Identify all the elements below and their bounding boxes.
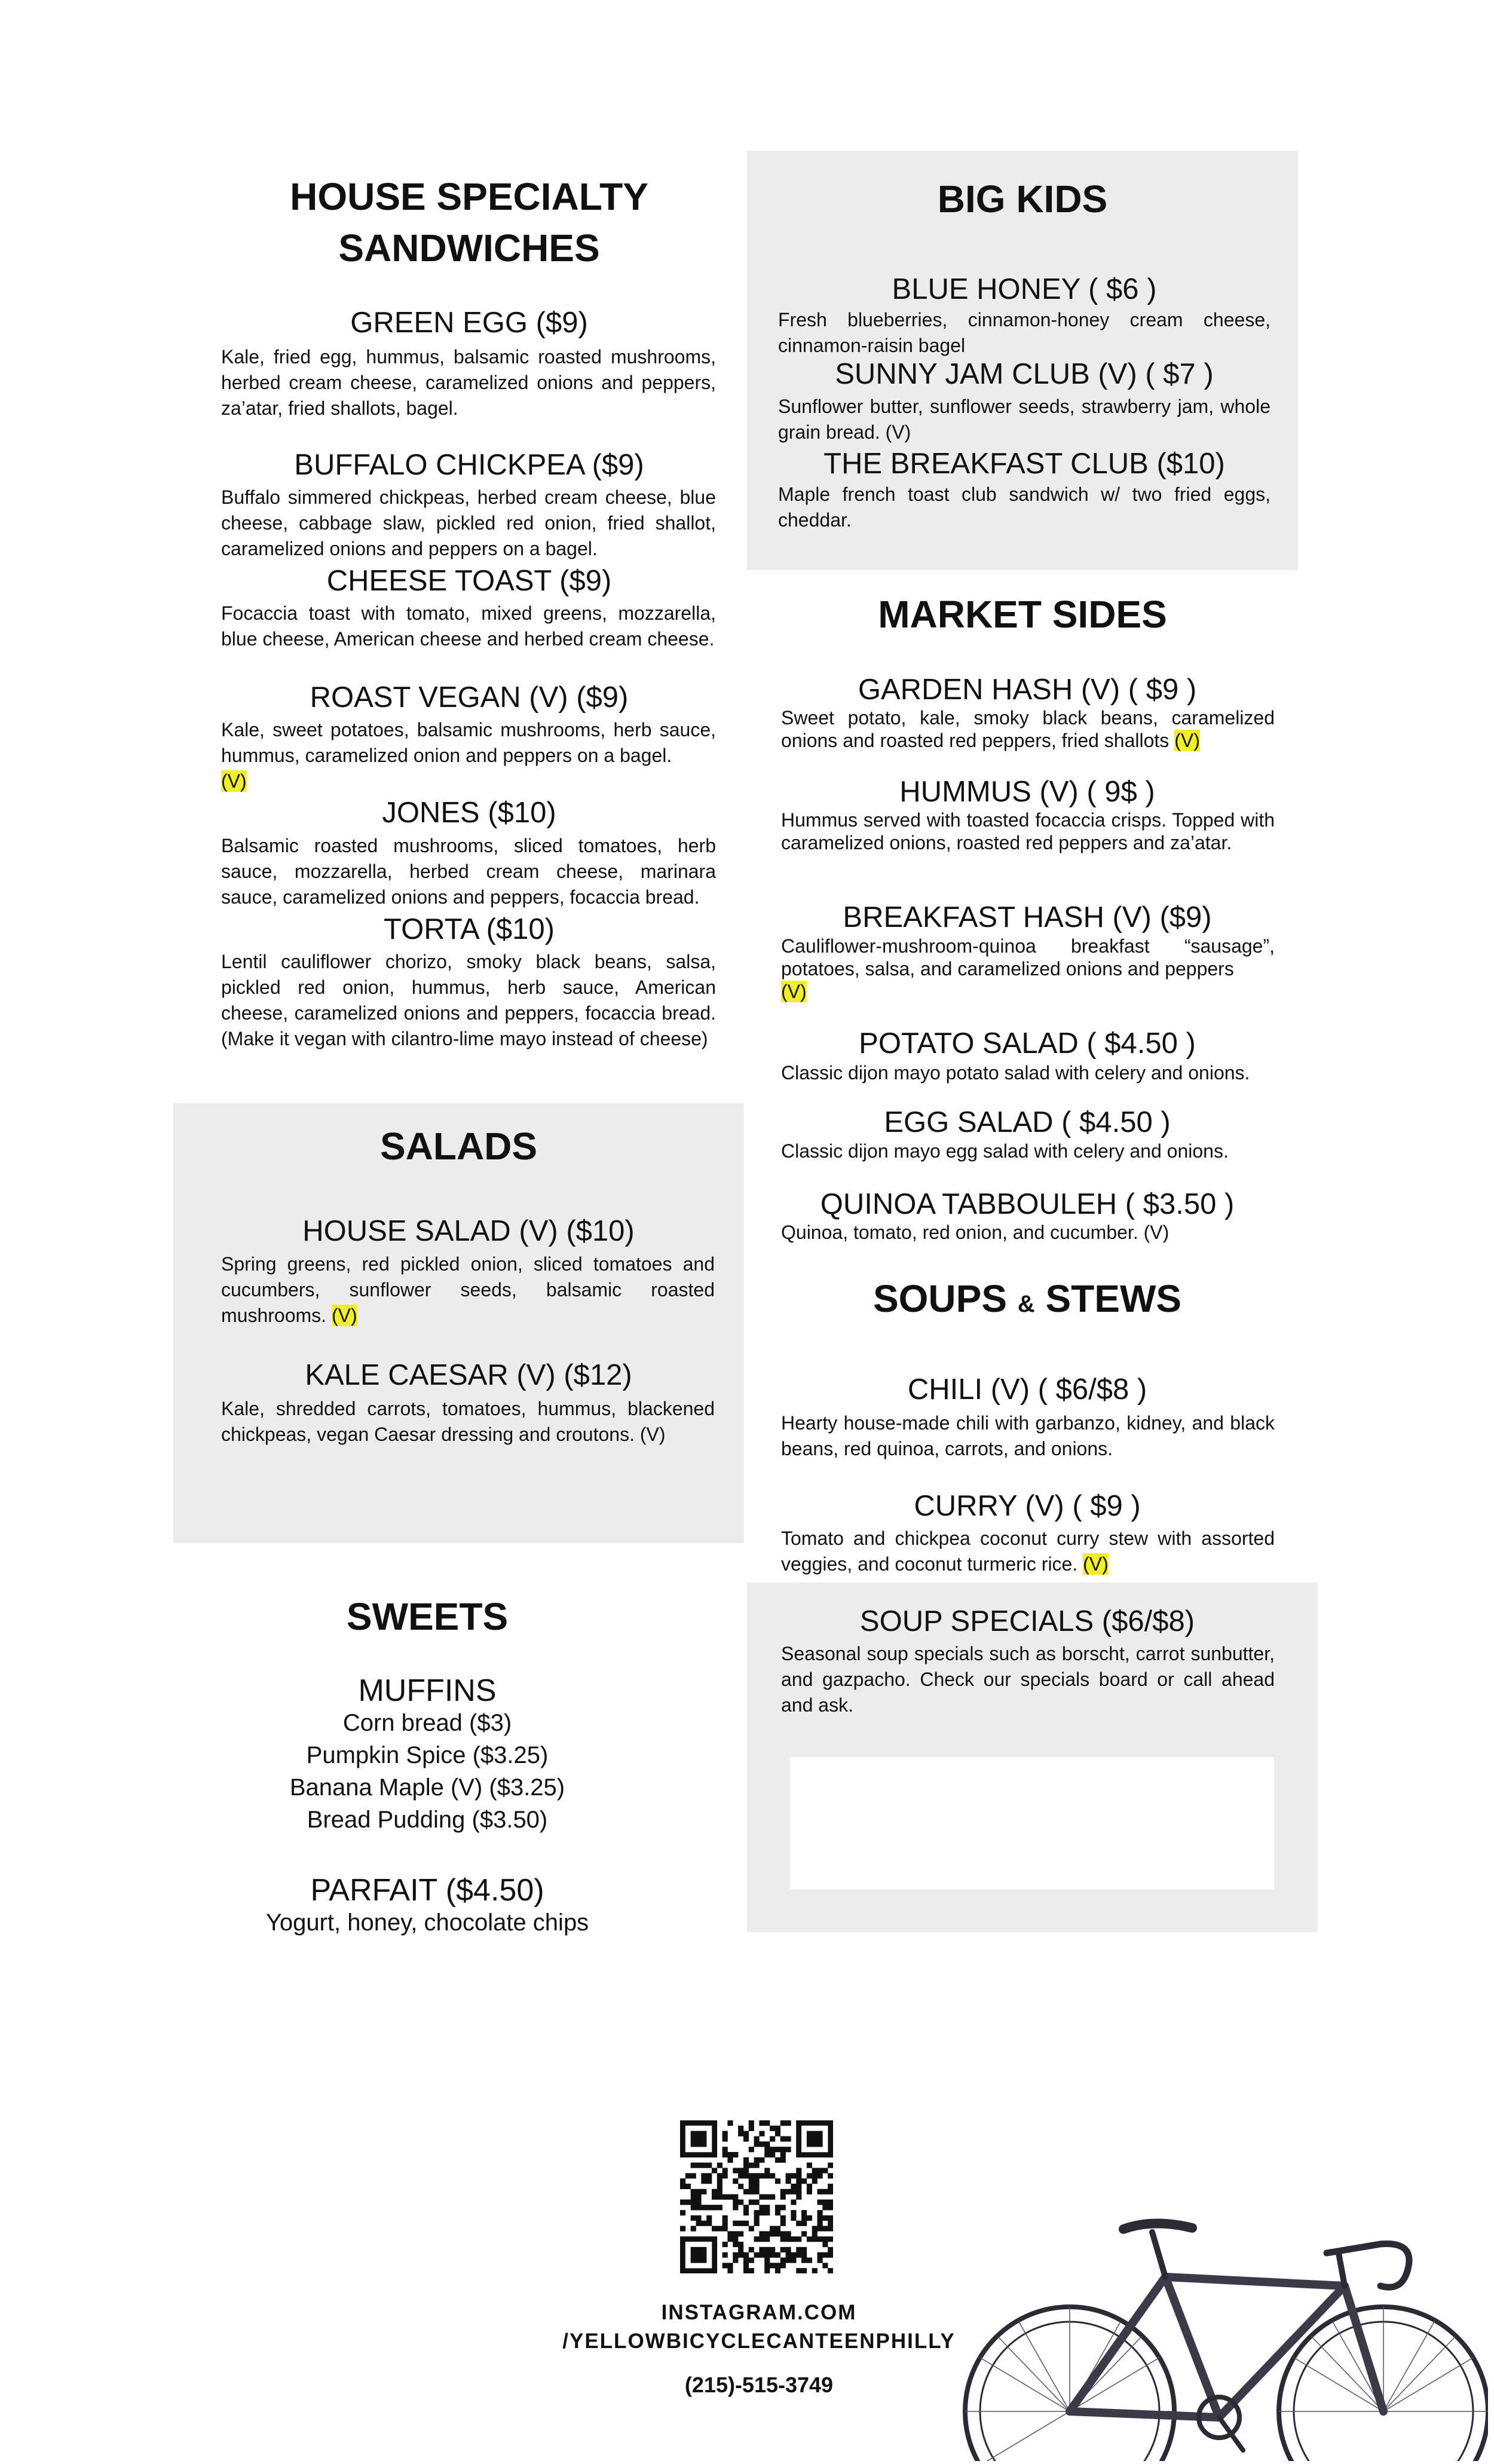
- market-item-title: QUINOA TABBOULEH ( $3.50 ): [820, 1188, 1235, 1220]
- desc-text: Spring greens, red pickled onion, sliced tomatoes and cucumbers, sunflower seeds, balsamic roasted mushrooms.: [221, 1253, 715, 1326]
- parfait-desc: Yogurt, honey, chocolate chips: [265, 1909, 589, 1936]
- big-kids-item-title: SUNNY JAM CLUB (V) ( $7 ): [835, 358, 1214, 390]
- house-item-desc: Kale, fried egg, hummus, balsamic roasted mushrooms, herbed cream cheese, caramelized onions and peppers, za’atar, fried shallots, bagel.: [221, 346, 716, 419]
- house-title: [221, 171, 717, 274]
- house-item-desc: Lentil cauliflower chorizo, smoky black beans, salsa, pickled red onion, hummus, herb sauce, American cheese, caramelized onions and peppers, focaccia bread. (Make it vegan with cilantro-lime mayo instead of cheese): [221, 951, 716, 1049]
- market-item-title: BREAKFAST HASH (V) ($9): [843, 901, 1212, 933]
- big-kids-item-desc: Sunflower butter, sunflower seeds, strawberry jam, whole grain bread. (V): [778, 396, 1270, 443]
- big-kids-item-desc: Maple french toast club sandwich w/ two fried eggs, cheddar.: [778, 483, 1270, 531]
- muffins-title: MUFFINS: [358, 1673, 497, 1708]
- soup-item-title: CHILI (V) ( $6/$8 ): [907, 1373, 1147, 1406]
- sweets-title: SWEETS: [346, 1595, 509, 1638]
- house-title-line2: SANDWICHES: [338, 226, 600, 270]
- market-item-desc: [781, 706, 1275, 752]
- market-item-desc: [781, 935, 1275, 1003]
- muffin-item: Banana Maple (V) ($3.25): [289, 1774, 565, 1801]
- qr-code-icon[interactable]: [680, 2120, 833, 2273]
- desc-text: Kale, sweet potatoes, balsamic mushrooms, herb sauce, hummus, caramelized onion and peppers on a bagel.: [221, 719, 716, 766]
- house-title-line1: HOUSE SPECIALTY: [290, 175, 648, 218]
- market-item-title: EGG SALAD ( $4.50 ): [884, 1106, 1171, 1138]
- vegan-tag: (V): [1174, 730, 1200, 751]
- soups-title: [747, 1273, 1308, 1330]
- house-item-desc: Focaccia toast with tomato, mixed greens, mozzarella, blue cheese, American cheese and herbed cream cheese.: [221, 602, 716, 650]
- market-item-title: HUMMUS (V) ( 9$ ): [899, 776, 1155, 808]
- big-kids-item-desc: Fresh blueberries, cinnamon-honey cream cheese, cinnamon-raisin bagel: [778, 309, 1270, 356]
- soup-specials-title: SOUP SPECIALS ($6/$8): [859, 1605, 1195, 1637]
- soup-item-desc: [781, 1526, 1275, 1577]
- house-item-title: ROAST VEGAN (V) ($9): [310, 681, 629, 714]
- market-item-desc: Quinoa, tomato, red onion, and cucumber. (V): [781, 1222, 1170, 1243]
- salad-item-desc: [221, 1251, 715, 1329]
- bicycle-icon: [962, 2211, 1488, 2461]
- phone-number[interactable]: (215)-515-3749: [684, 2373, 834, 2397]
- muffin-item: Corn bread ($3): [342, 1710, 512, 1736]
- house-item-desc: Balsamic roasted mushrooms, sliced tomatoes, herb sauce, mozzarella, herbed cream cheese, marinara sauce, caramelized onions and peppers, focaccia bread.: [221, 835, 716, 908]
- instagram-line2[interactable]: /YELLOWBICYCLECANTEENPHILLY: [562, 2330, 956, 2353]
- vegan-tag: (V): [1083, 1553, 1109, 1575]
- muffin-item: Pumpkin Spice ($3.25): [306, 1742, 549, 1768]
- desc-text: Sweet potato, kale, smoky black beans, caramelized onions and roasted red peppers, fried shallots: [781, 707, 1275, 751]
- big-kids-item-title: BLUE HONEY ( $6 ): [892, 273, 1157, 305]
- house-item-title: JONES ($10): [382, 797, 556, 829]
- instagram-line1[interactable]: INSTAGRAM.COM: [661, 2301, 857, 2324]
- vegan-tag: (V): [221, 770, 247, 792]
- salads-title: SALADS: [379, 1125, 538, 1168]
- soups-title-b: STEWS: [1045, 1277, 1182, 1320]
- muffin-item: Bread Pudding ($3.50): [307, 1807, 548, 1833]
- vegan-tag: (V): [781, 981, 807, 1002]
- market-item-title: POTATO SALAD ( $4.50 ): [859, 1027, 1196, 1060]
- parfait-title: PARFAIT ($4.50): [310, 1873, 544, 1908]
- desc-text: Cauliflower-mushroom-quinoa breakfast “sausage”, potatoes, salsa, and caramelized onions and peppers: [781, 935, 1275, 980]
- specials-blank-box: [790, 1757, 1274, 1890]
- soups-title-amp: &: [1017, 1291, 1035, 1317]
- market-item-desc: Classic dijon mayo potato salad with celery and onions.: [781, 1062, 1250, 1083]
- market-item-title: GARDEN HASH (V) ( $9 ): [858, 674, 1197, 706]
- desc-text: Tomato and chickpea coconut curry stew with assorted veggies, and coconut turmeric rice.: [781, 1528, 1275, 1575]
- big-kids-item-title: THE BREAKFAST CLUB ($10): [823, 448, 1225, 480]
- vegan-tag: (V): [331, 1305, 357, 1326]
- soups-title-a: SOUPS: [872, 1277, 1008, 1320]
- house-item-title: GREEN EGG ($9): [350, 307, 588, 339]
- house-item-title: CHEESE TOAST ($9): [326, 565, 612, 597]
- house-item-title: BUFFALO CHICKPEA ($9): [294, 449, 644, 481]
- house-item-desc: Buffalo simmered chickpeas, herbed cream cheese, blue cheese, cabbage slaw, pickled red onion, fried shallot, caramelized onions and peppers on a bagel.: [221, 486, 716, 559]
- soup-item-desc: Hearty house-made chili with garbanzo, kidney, and black beans, red quinoa, carrots, and onions.: [781, 1412, 1275, 1459]
- market-item-desc: Hummus served with toasted focaccia crisps. Topped with caramelized onions, roasted red peppers and za’atar.: [781, 809, 1275, 853]
- big-kids-title: BIG KIDS: [937, 177, 1108, 221]
- bicycle-graphic: [962, 2211, 1488, 2461]
- qr-code-graphic: [680, 2120, 833, 2273]
- soup-specials-desc: Seasonal soup specials such as borscht, carrot sunbutter, and gazpacho. Check our specials board or call ahead and ask.: [781, 1643, 1275, 1716]
- house-item-title: TORTA ($10): [384, 913, 555, 945]
- market-item-desc: Classic dijon mayo egg salad with celery and onions.: [781, 1140, 1229, 1162]
- salad-item-title: HOUSE SALAD (V) ($10): [302, 1215, 635, 1247]
- soup-item-title: CURRY (V) ( $9 ): [914, 1490, 1141, 1522]
- house-item-desc: [221, 717, 716, 794]
- salad-item-title: KALE CAESAR (V) ($12): [305, 1359, 632, 1391]
- market-title: MARKET SIDES: [878, 593, 1167, 636]
- salad-item-desc: Kale, shredded carrots, tomatoes, hummus, blackened chickpeas, vegan Caesar dressing and croutons. (V): [221, 1398, 715, 1445]
